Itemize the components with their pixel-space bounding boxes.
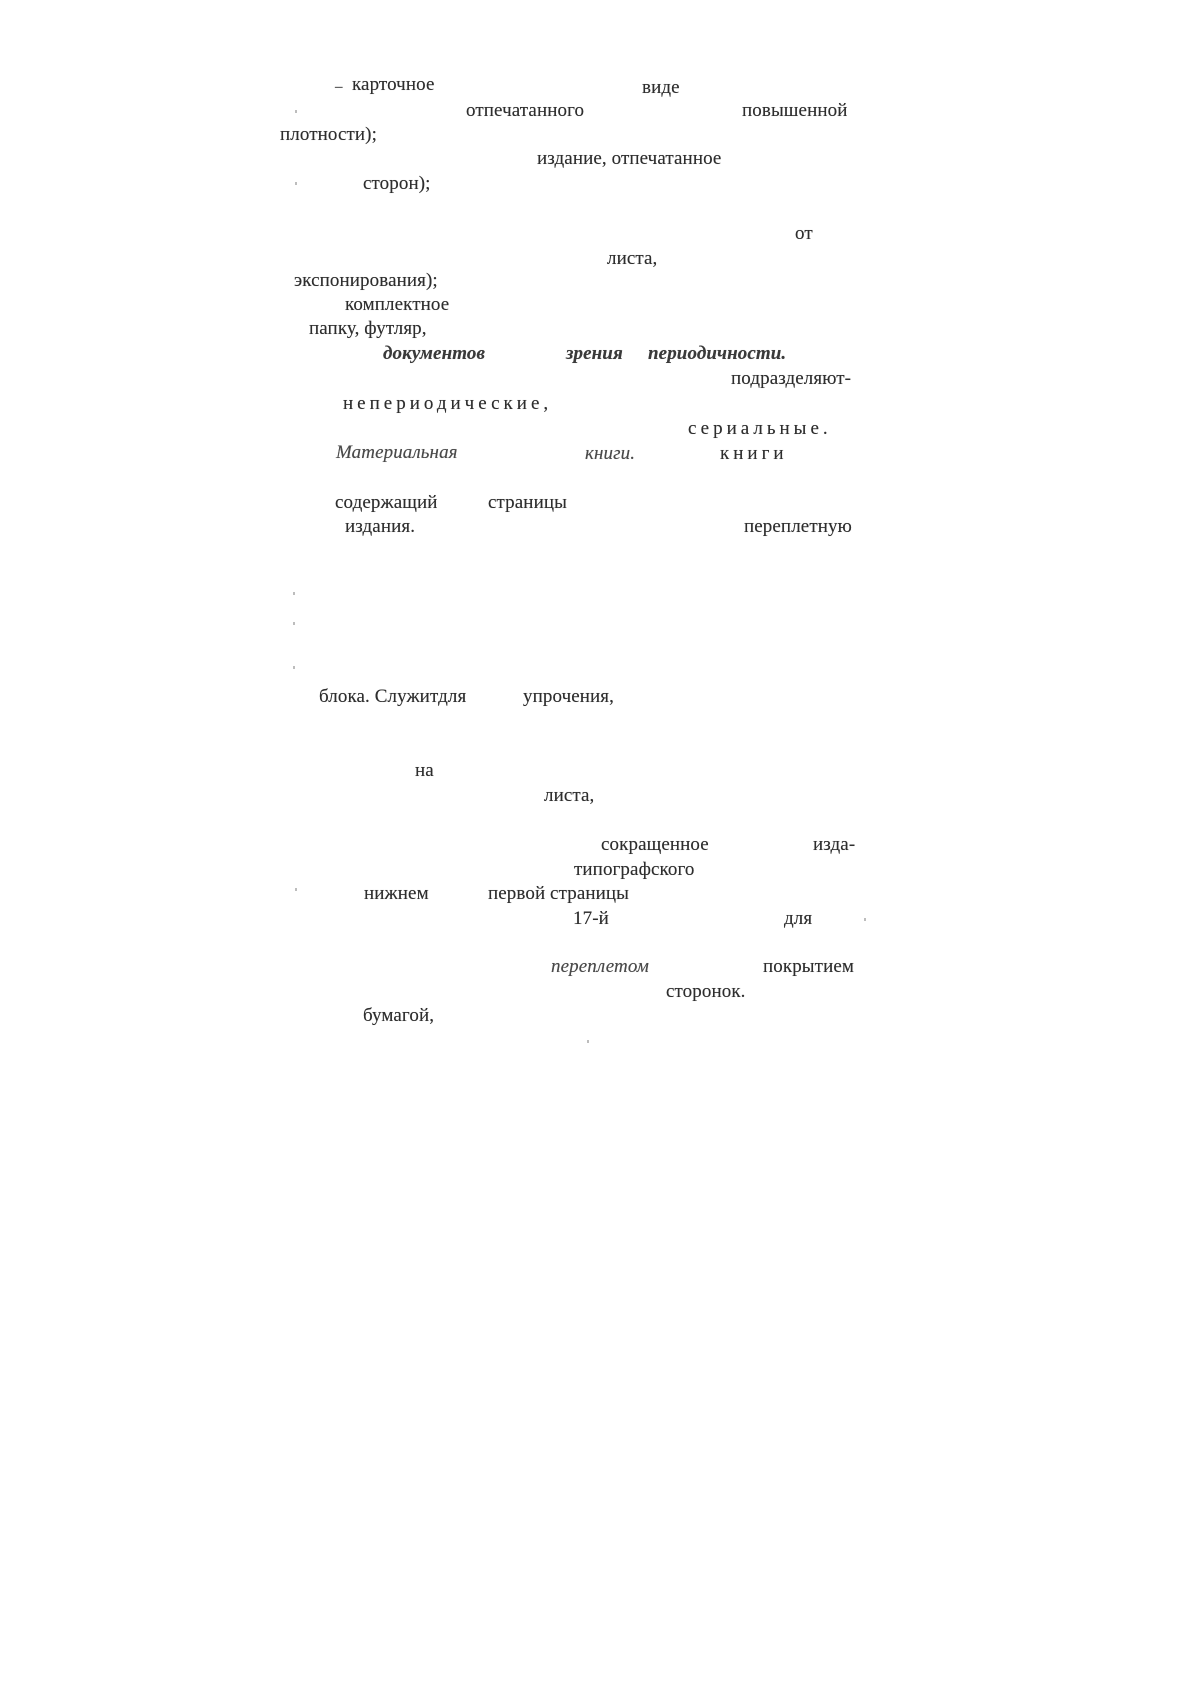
scan-speck <box>293 666 295 669</box>
text-fragment: листа, <box>607 248 658 269</box>
text-fragment-bold-italic: периодичности. <box>648 343 787 364</box>
text-fragment-spaced: непериодические, <box>343 393 553 414</box>
text-fragment-bold-italic: зрения <box>566 343 623 364</box>
scan-speck <box>295 888 297 891</box>
scan-speck <box>587 1040 589 1043</box>
scan-speck <box>864 918 866 921</box>
text-fragment: карточное <box>352 74 435 95</box>
text-fragment: повышенной <box>742 100 848 121</box>
text-fragment: нижнем <box>364 883 429 904</box>
text-fragment-spaced: книги <box>720 443 788 464</box>
text-fragment: сторон); <box>363 173 431 194</box>
text-fragment: подразделяют- <box>731 368 852 389</box>
text-fragment-bold-italic: документов <box>383 343 486 364</box>
text-fragment: сокращенное <box>601 834 709 855</box>
text-fragment: содержащий <box>335 492 438 513</box>
text-fragment: издания. <box>345 516 416 537</box>
dash: – <box>335 79 343 95</box>
text-fragment: переплетную <box>744 516 852 537</box>
text-fragment: на <box>415 760 434 781</box>
text-fragment: блока. Служитдля <box>319 686 467 707</box>
text-fragment-italic: переплетом <box>551 956 649 977</box>
text-fragment: бумагой, <box>363 1005 435 1026</box>
text-fragment: плотности); <box>280 124 377 145</box>
text-fragment-italic: книги. <box>585 443 636 464</box>
text-fragment: листа, <box>544 785 595 806</box>
text-fragment: страницы <box>488 492 567 513</box>
text-fragment: виде <box>642 77 680 98</box>
text-fragment: папку, футляр, <box>309 318 427 339</box>
text-fragment: изда- <box>813 834 856 855</box>
text-fragment: первой страницы <box>488 883 630 904</box>
text-fragment: сторонок. <box>666 981 746 1002</box>
text-fragment: покрытием <box>763 956 854 977</box>
text-fragment: для <box>784 908 813 929</box>
text-fragment-spaced: сериальные. <box>688 418 832 439</box>
text-fragment: упрочения, <box>523 686 614 707</box>
scan-speck <box>293 622 295 625</box>
text-fragment: типографского <box>574 859 695 880</box>
scan-speck <box>293 592 295 595</box>
scan-speck <box>295 182 297 185</box>
text-fragment: издание, отпечатанное <box>537 148 722 169</box>
text-fragment-italic: Материальная <box>336 442 458 463</box>
text-fragment: отпечатанного <box>466 100 585 121</box>
text-fragment: комплектное <box>345 294 450 315</box>
text-fragment: от <box>795 223 813 244</box>
text-fragment: экспонирования); <box>294 270 438 291</box>
text-fragment: 17-й <box>573 908 609 929</box>
scan-speck <box>295 110 297 113</box>
